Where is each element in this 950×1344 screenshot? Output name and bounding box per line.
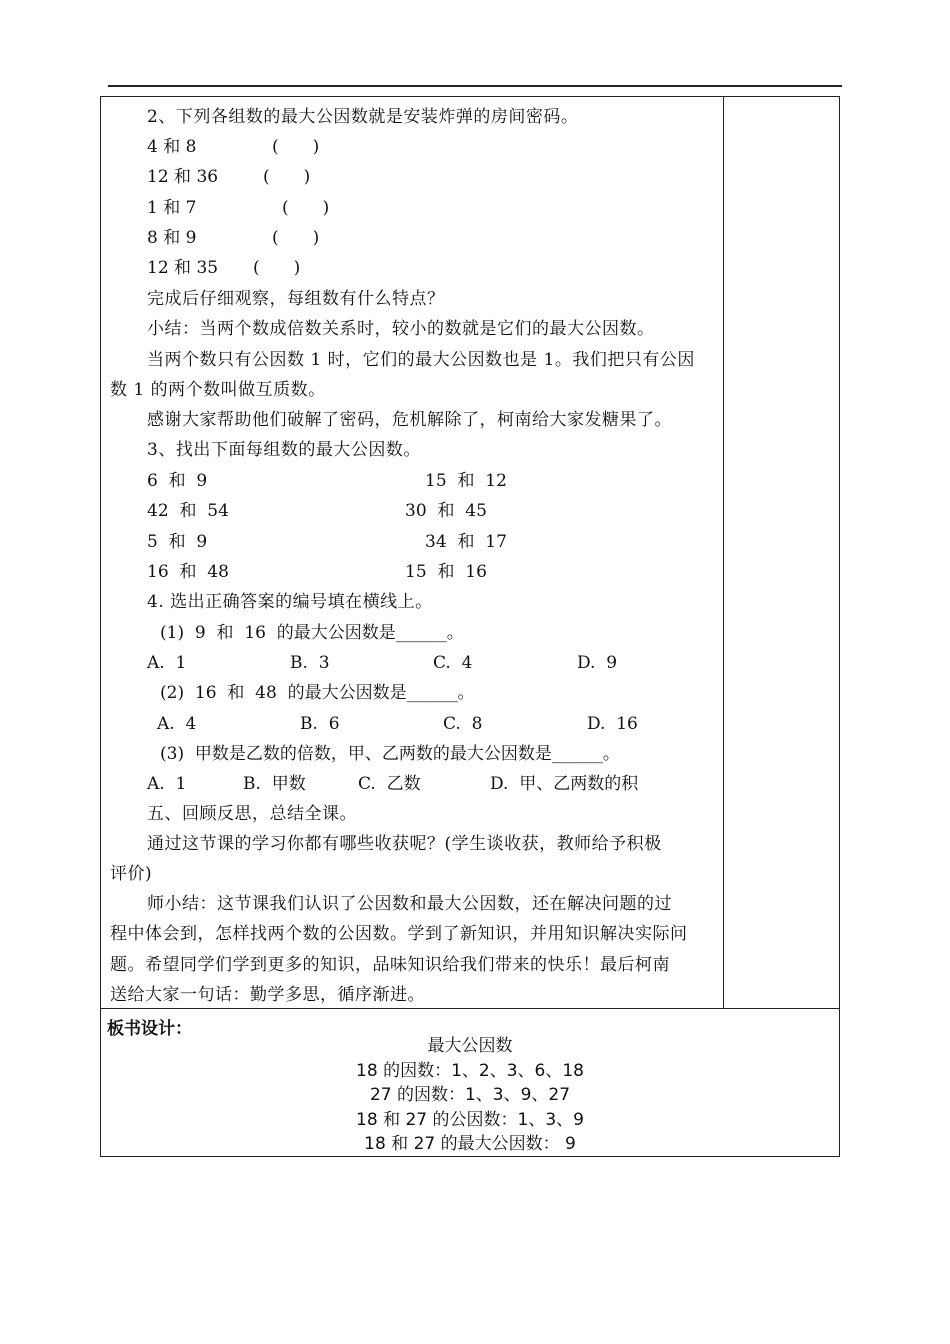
answer-blank: ( ) <box>272 137 320 157</box>
option: A. 4 <box>157 714 197 734</box>
board-line: 18 和 27 的最大公因数： 9 <box>364 1134 576 1154</box>
exercise-right: 15 和 16 <box>405 562 487 582</box>
option: D. 甲、乙两数的积 <box>490 774 639 794</box>
teacher-summary: 师小结：这节课我们认识了公因数和最大公因数，还在解决问题的过 <box>147 894 672 914</box>
option: C. 8 <box>443 714 483 734</box>
question-3: (3) 甲数是乙数的倍数，甲、乙两数的最大公因数是______。 <box>160 744 620 764</box>
option: D. 16 <box>587 714 638 734</box>
summary-text: 小结：当两个数成倍数关系时，较小的数就是它们的最大公因数。 <box>147 319 655 339</box>
board-design-label: 板书设计： <box>107 1019 192 1039</box>
table-column-divider <box>723 96 724 1008</box>
option: D. 9 <box>577 653 618 673</box>
pair-label: 8 和 9 <box>147 228 197 248</box>
option: C. 4 <box>433 653 473 673</box>
table-row-divider <box>100 1008 840 1009</box>
observation-question: 完成后仔细观察，每组数有什么特点？ <box>147 289 445 309</box>
board-title: 最大公因数 <box>427 1036 513 1056</box>
pair-label: 4 和 8 <box>147 137 197 157</box>
teacher-summary: 程中体会到，怎样找两个数的公因数。学到了新知识，并用知识解决实际问 <box>110 924 688 944</box>
exercise-left: 16 和 48 <box>147 562 229 582</box>
option: A. 1 <box>147 653 187 673</box>
exercise-left: 42 和 54 <box>147 501 229 521</box>
question-1: (1) 9 和 16 的最大公因数是______。 <box>160 623 464 643</box>
answer-blank: ( ) <box>263 167 311 187</box>
teacher-summary: 题。希望同学们学到更多的知识，品味知识给我们带来的快乐！最后柯南 <box>110 955 670 975</box>
reflection-text: 通过这节课的学习你都有哪些收获呢？(学生谈收获，教师给予积极 <box>147 834 662 854</box>
exercise-right: 15 和 12 <box>425 471 507 491</box>
reflection-text: 评价) <box>110 864 153 884</box>
question-2: (2) 16 和 48 的最大公因数是______。 <box>160 683 475 703</box>
option: C. 乙数 <box>358 774 421 794</box>
exercise-left: 6 和 9 <box>147 471 208 491</box>
option: B. 3 <box>290 653 330 673</box>
teacher-summary: 送给大家一句话：勤学多思，循序渐进。 <box>110 985 425 1005</box>
pair-label: 12 和 36 <box>147 167 219 187</box>
exercise-right: 30 和 45 <box>405 501 487 521</box>
section3-title: 3、找出下面每组数的最大公因数。 <box>147 440 421 460</box>
option: B. 6 <box>300 714 340 734</box>
board-line: 27 的因数：1、3、9、27 <box>369 1085 571 1105</box>
answer-blank: ( ) <box>282 198 330 218</box>
coprime-text: 数 1 的两个数叫做互质数。 <box>110 380 326 400</box>
exercise-left: 5 和 9 <box>147 532 208 552</box>
exercise-right: 34 和 17 <box>425 532 507 552</box>
pair-label: 12 和 35 <box>147 258 219 278</box>
coprime-text: 当两个数只有公因数 1 时，它们的最大公因数也是 1。我们把只有公因 <box>147 350 695 370</box>
answer-blank: ( ) <box>253 258 301 278</box>
board-line: 18 的因数：1、2、3、6、18 <box>356 1061 584 1081</box>
option: A. 1 <box>147 774 187 794</box>
section2-title: 2、下列各组数的最大公因数就是安装炸弹的房间密码。 <box>147 107 579 127</box>
header-rule <box>108 85 842 87</box>
board-line: 18 和 27 的公因数：1、3、9 <box>356 1110 584 1130</box>
thanks-text: 感谢大家帮助他们破解了密码，危机解除了，柯南给大家发糖果了。 <box>147 410 672 430</box>
section4-title: 4. 选出正确答案的编号填在横线上。 <box>147 592 433 612</box>
pair-label: 1 和 7 <box>147 198 197 218</box>
option: B. 甲数 <box>243 774 306 794</box>
answer-blank: ( ) <box>272 228 320 248</box>
section5-title: 五、回顾反思，总结全课。 <box>147 804 357 824</box>
